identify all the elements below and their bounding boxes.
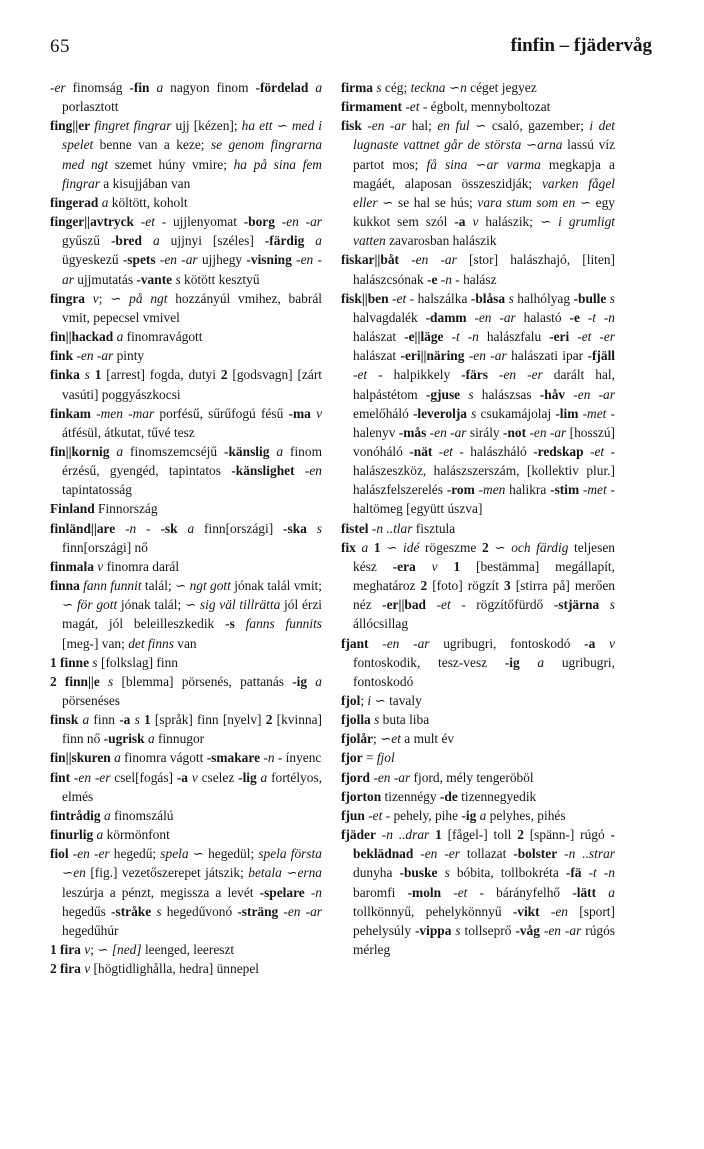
dictionary-entry: fisk -en -ar hal; en ful ∽ csaló, gazember; i det lugnaste vattnet går de största ∽arna lassú víz partot mos; få sina ∽ar varma megkapja a magáét, alaposan összeszidják; varken fågel eller ∽ se hal se hús; vara stum som en ∽ egy kukkot sem szól -a v halászik; ∽ i grumligt vatten zavarosban halászik	[341, 118, 616, 249]
dictionary-entry: fjolår; ∽et a mult év	[341, 731, 455, 747]
dictionary-entry: fin||hackad a finomravágott	[50, 329, 203, 345]
dictionary-entry: finurlig a körmönfont	[50, 827, 170, 843]
dictionary-entry: fink -en -ar pinty	[50, 348, 145, 364]
dictionary-entry: fjorton tizennégy -de tizennegyedik	[341, 788, 537, 804]
dictionary-entry: fjolla s buta liba	[341, 712, 430, 728]
left-column	[50, 78, 322, 978]
dictionary-entry: fjor = fjol	[341, 750, 395, 766]
dictionary-entry: finsk a finn -a s 1 [språk] finn [nyelv] 2 [kvinna] finn nő -ugrisk a finnugor	[50, 712, 322, 747]
dictionary-entry: fistel -n ..tlar fisztula	[341, 520, 456, 536]
dictionary-entry: fiol -en -er hegedű; spela ∽ hegedül; spela första ∽en [fig.] vezetőszerepet játszik; betala ∽erna leszúrja a pénzt, megissza a levét -spelare -n hegedűs -stråke s hegedűvonó -sträng -en -ar hegedűhúr	[50, 846, 322, 938]
dictionary-entry: firmament -et - égbolt, mennyboltozat	[341, 99, 551, 115]
dictionary-entry: fjun -et - pehely, pihe -ig a pelyhes, pihés	[341, 807, 566, 823]
dictionary-entry: 1 finne s [folkslag] finn	[50, 654, 178, 670]
dictionary-entry: fint -en -er csel[fogás] -a v cselez -lig a fortélyos, elmés	[50, 769, 323, 804]
dictionary-entry: fjord -en -ar fjord, mély tengeröböl	[341, 769, 534, 785]
dictionary-entry: fjant -en -ar ugribugri, fontoskodó -a v fontoskodik, tesz-vesz -ig a ugribugri, fontoskodó	[341, 635, 615, 689]
dictionary-entry: fintrådig a finomszálú	[50, 807, 174, 823]
dictionary-entry: fjol; i ∽ tavaly	[341, 693, 422, 708]
running-head: finfin – fjädervåg	[510, 35, 652, 56]
dictionary-entry: finna fann funnit talál; ∽ ngt gott jónak talál vmit; ∽ för gott jónak talál; ∽ sig väl tillrätta jól érzi magát, jól beleilleszkedik -s fanns funnits [meg-] van; det finns van	[50, 578, 323, 651]
dictionary-entry: finger||avtryck -et - ujjlenyomat -borg -en -ar gyűszű -bred a ujjnyi [széles] -färdig a ügyeskezű -spets -en -ar ujjhegy -visning -en -ar ujjmutatás -vante s kötött kesztyű	[50, 214, 322, 287]
dictionary-entry: fing||er fingret fingrar ujj [kézen]; ha ett ∽ med i spelet benne van a keze; se genom fingrarna med ngt szemet húny vmire; ha på sina fem fingrar a kisujjában van	[50, 118, 323, 191]
right-column	[341, 78, 615, 959]
dictionary-entry: -er finomság -fin a nagyon finom -fördelad a porlasztott	[50, 80, 323, 115]
dictionary-entry: Finland Finnország	[50, 501, 158, 517]
dictionary-entry: fiskar||båt -en -ar [stor] halászhajó, [liten] halászcsónak -e -n - halász	[341, 252, 615, 287]
dictionary-entry: finkam -men -mar porfésű, sűrűfogú fésű -ma v átfésül, átkutat, tűvé tesz	[50, 405, 323, 440]
dictionary-entry: finländ||are -n - -sk a finn[országi] -ska s finn[országi] nő	[50, 520, 322, 555]
dictionary-entry: 2 fira v [högtidlighålla, hedra] ünnepel	[50, 961, 260, 977]
dictionary-entry: fjäder -n ..drar 1 [fågel-] toll 2 [spänn-] rúgó -beklädnad -en -er tollazat -bolster -n ..strar dunyha -buske s bóbita, tollbokréta -fä -t -n baromfi -moln -et - bárányfelhő -lätt a tollkönnyű, pehelykönnyű -vikt -en [sport] pehelysúly -vippa s tollseprő -våg -en -ar rúgós mérleg	[341, 827, 615, 958]
dictionary-entry: 2 finn||e s [blemma] pörsenés, pattanás -ig a pörsenéses	[50, 673, 322, 708]
dictionary-entry: finka s 1 [arrest] fogda, dutyi 2 [godsvagn] [zárt vasúti] poggyászkocsi	[50, 367, 322, 402]
dictionary-entry: finmala v finomra darál	[50, 558, 180, 574]
dictionary-entry: fin||kornig a finomszemcséjű -känslig a finom érzésű, gyengéd, tapintatos -känslighet -en tapintatosság	[50, 443, 322, 498]
dictionary-entry: fix a 1 ∽ idé rögeszme 2 ∽ och färdig teljesen kész -era v 1 [bestämma] megállapít, meghatároz 2 [foto] rögzít 3 [stirra på] merően néz -er||bad -et - rögzítőfürdő -stjärna s állócsillag	[341, 539, 615, 632]
dictionary-entry: fingra v; ∽ på ngt hozzányúl vmihez, babrál vmit, pepecsel vmivel	[50, 290, 322, 325]
page-number: 65	[50, 36, 70, 57]
dictionary-entry: firma s cég; teckna ∽n céget jegyez	[341, 80, 537, 95]
dictionary-entry: fisk||ben -et - halszálka -blåsa s halhólyag -bulle s halvagdalék -damm -en -ar halastó -e -t -n halászat -e||läge -t -n halászfalu -eri -et -er halászat -eri||näring -en -ar halászati ipar -fjäll -et - halpikkely -färs -en -er darált hal, halpástétom -gjuse s halászsas -håv -en -ar emelőháló -leverolja s csukamájolaj -lim -met - halenyv -mås -en -ar sirály -not -en -ar [hosszú] vonóháló -nät -et - halászháló -redskap -et - halászeszköz, halászszerszám, [kollektiv plur.] halászfelszerelés -rom -men halikra -stim -met - haltömeg [együtt úszva]	[341, 290, 616, 517]
dictionary-entry: fin||skuren a finomra vágott -smakare -n - ínyenc	[50, 750, 322, 766]
dictionary-entry: fingerad a költött, koholt	[50, 194, 188, 210]
dictionary-entry: 1 fira v; ∽ [ned] leenged, leereszt	[50, 942, 235, 958]
